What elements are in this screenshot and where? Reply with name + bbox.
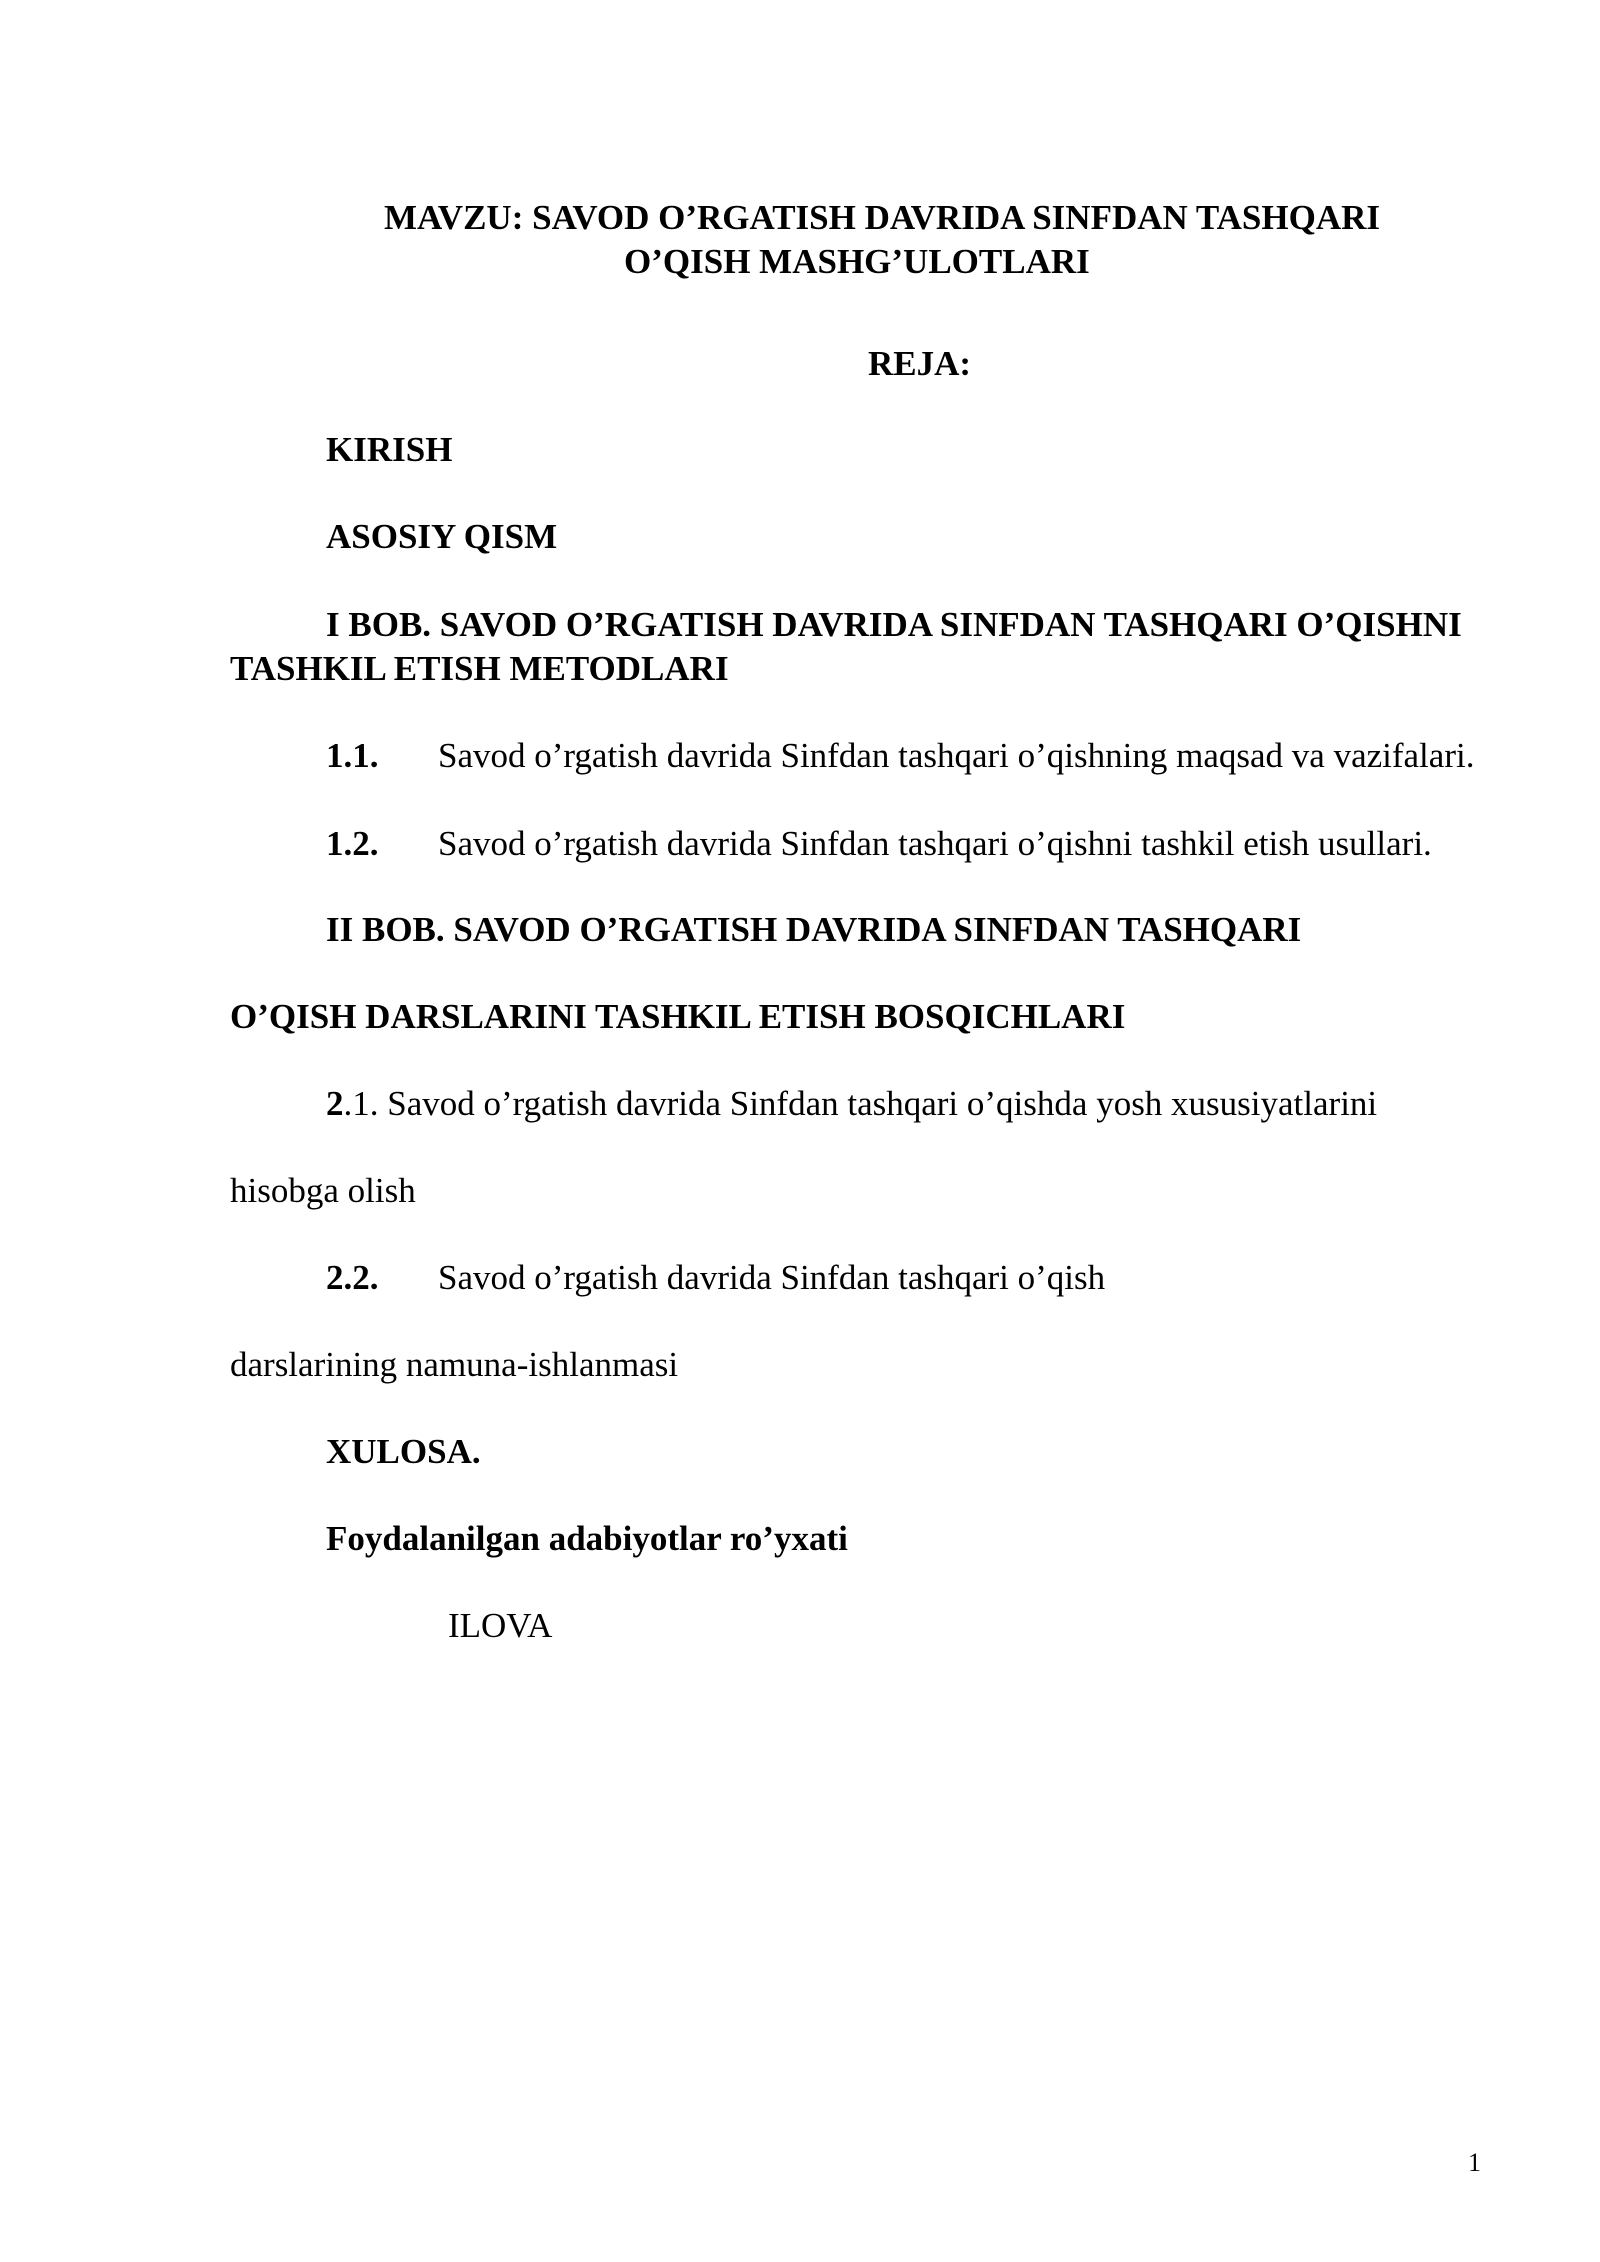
section-1-1 — [326, 734, 1474, 778]
section-text: Savod o’rgatish davrida Sinfdan tashqari o’qishda yosh xususiyatlarini — [387, 1084, 1378, 1123]
section-2-2-continuation: darslarining namuna-ishlanmasi — [230, 1345, 679, 1384]
section-1-2 — [326, 822, 1432, 866]
conclusion-item: XULOSA. — [326, 1432, 481, 1471]
section-text: Savod o’rgatish davrida Sinfdan tashqari o’qishni tashkil etish usullari. — [438, 824, 1432, 863]
page-number: 1 — [1468, 2148, 1481, 2177]
section-number-bold: 2 — [326, 1084, 344, 1123]
section-2-1-continuation: hisobga olish — [230, 1171, 416, 1210]
title-line-1: MAVZU: SAVOD O’RGATISH DAVRIDA SINFDAN TASHQARI — [384, 198, 1380, 237]
section-number: 1.1. — [326, 736, 379, 775]
references-item: Foydalanilgan adabiyotlar ro’yxati — [326, 1519, 848, 1558]
section-text: Savod o’rgatish davrida Sinfdan tashqari o’qish — [438, 1258, 1106, 1297]
section-2-2 — [326, 1256, 1105, 1300]
main-part-item: ASOSIY QISM — [326, 517, 558, 556]
intro-item: KIRISH — [326, 430, 453, 469]
chapter2-line-2: O’QISH DARSLARINI TASHKIL ETISH BOSQICHLARI — [230, 997, 1126, 1036]
title-line-2: O’QISH MASHG’ULOTLARI — [624, 242, 1090, 281]
chapter1-line-2: TASHKIL ETISH METODLARI — [230, 649, 729, 688]
chapter2-line-1: II BOB. SAVOD O’RGATISH DAVRIDA SINFDAN TASHQARI — [326, 910, 1302, 949]
section-text: Savod o’rgatish davrida Sinfdan tashqari o’qishning maqsad va vazifalari. — [438, 736, 1475, 775]
section-2-1 — [326, 1082, 1377, 1126]
section-number-rest: .1. — [343, 1084, 388, 1123]
section-number: 2.2. — [326, 1258, 379, 1297]
appendix-item: ILOVA — [448, 1606, 553, 1645]
chapter1-line-1: I BOB. SAVOD O’RGATISH DAVRIDA SINFDAN TASHQARI O’QISHNI — [326, 605, 1462, 644]
plan-heading: REJA: — [868, 344, 972, 383]
section-number: 1.2. — [326, 824, 379, 863]
